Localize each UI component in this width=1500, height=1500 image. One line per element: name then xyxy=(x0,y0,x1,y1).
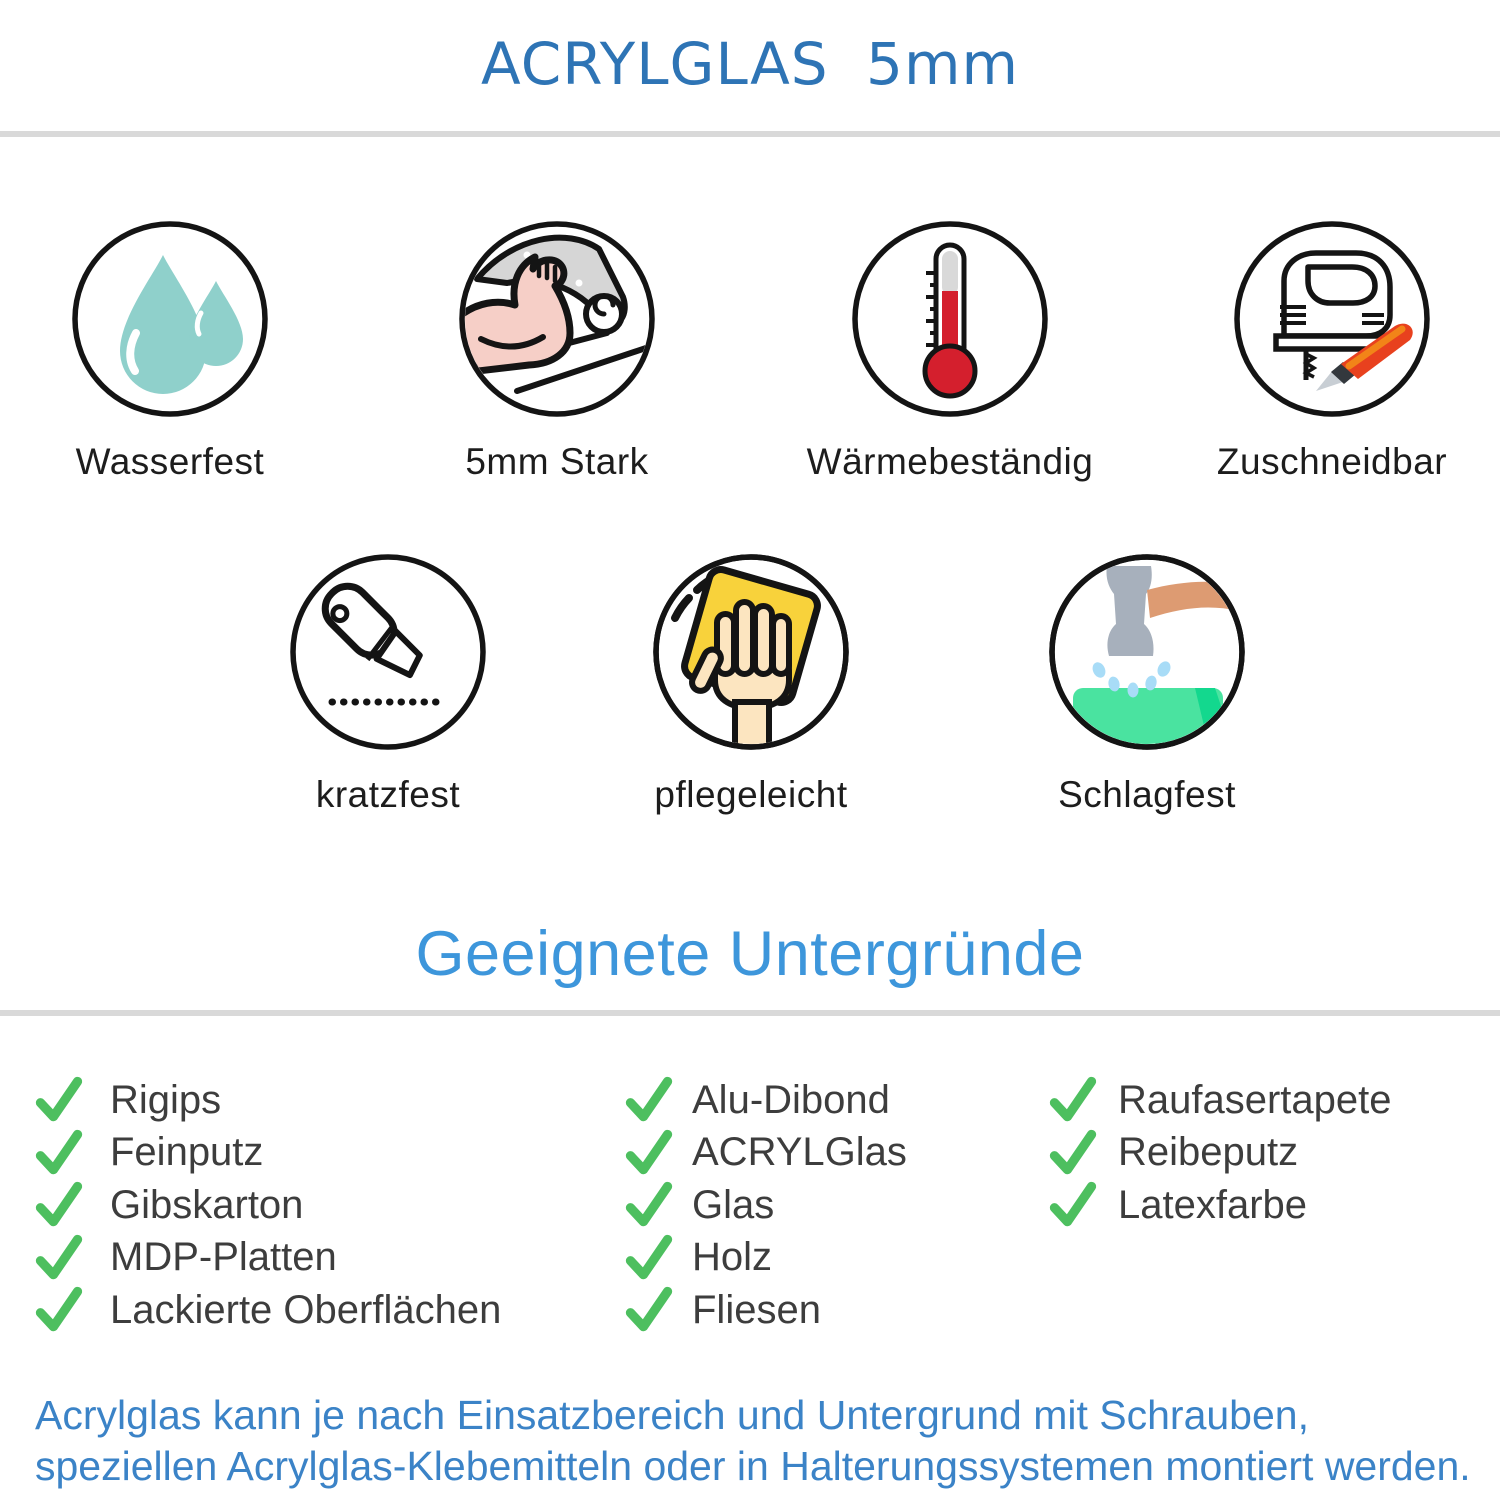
feature-heat-resistant xyxy=(800,219,1100,483)
feature-label: 5mm Stark xyxy=(465,441,649,482)
feature-impact-resistant xyxy=(997,552,1297,816)
check-icon xyxy=(1046,1075,1100,1125)
list-item-label: Feinputz xyxy=(110,1130,264,1175)
list-item xyxy=(622,1232,907,1285)
feature-label: pflegeleicht xyxy=(654,774,848,815)
list-item-label: Alu-Dibond xyxy=(692,1077,890,1122)
wiping-hand-icon xyxy=(651,552,851,752)
mounting-note-line-2: speziellen Acrylglas-Klebemitteln oder in Halterungssystemen montiert werden. xyxy=(35,1443,1471,1489)
jigsaw-cutter-icon xyxy=(1232,219,1432,419)
feature-label: Zuschneidbar xyxy=(1216,441,1448,482)
substrates-title: Geeignete Untergründe xyxy=(415,919,1085,989)
list-item xyxy=(1046,1179,1392,1232)
check-icon xyxy=(32,1180,86,1230)
feature-easy-care xyxy=(601,552,901,816)
list-item-label: Latexfarbe xyxy=(1118,1182,1308,1227)
list-item xyxy=(1046,1127,1392,1180)
list-item xyxy=(622,1127,907,1180)
substrates-column-3 xyxy=(1046,1074,1392,1232)
check-icon xyxy=(1046,1128,1100,1178)
list-item-label: Rigips xyxy=(110,1077,222,1122)
list-item-label: MDP-Platten xyxy=(110,1235,337,1280)
list-item xyxy=(32,1127,501,1180)
list-item-label: ACRYLGlas xyxy=(692,1130,907,1175)
list-item xyxy=(32,1284,501,1337)
check-icon xyxy=(32,1075,86,1125)
feature-label: Schlagfest xyxy=(1058,774,1236,815)
feature-waterproof xyxy=(20,219,320,483)
list-item-label: Fliesen xyxy=(692,1287,821,1332)
list-item-label: Holz xyxy=(692,1235,773,1280)
feature-thickness xyxy=(407,219,707,483)
list-item xyxy=(32,1179,501,1232)
page-title: ACRYLGLAS 5mm xyxy=(481,30,1019,98)
feature-label: Wärmebeständig xyxy=(806,441,1094,482)
list-item xyxy=(32,1232,501,1285)
list-item xyxy=(32,1074,501,1127)
check-icon xyxy=(622,1233,676,1283)
flexed-arm-roll-icon xyxy=(457,219,657,419)
substrates-column-2 xyxy=(622,1074,907,1337)
thermometer-icon xyxy=(850,219,1050,419)
check-icon xyxy=(1046,1180,1100,1230)
list-item xyxy=(622,1179,907,1232)
mounting-note xyxy=(35,1390,1485,1492)
check-icon xyxy=(622,1075,676,1125)
check-icon xyxy=(32,1233,86,1283)
list-item-label: Lackierte Oberflächen xyxy=(110,1287,502,1332)
water-drops-icon xyxy=(70,219,270,419)
feature-label: kratzfest xyxy=(315,774,461,815)
list-item xyxy=(622,1284,907,1337)
list-item xyxy=(1046,1074,1392,1127)
check-icon xyxy=(622,1128,676,1178)
feature-label: Wasserfest xyxy=(75,441,265,482)
list-item-label: Gibskarton xyxy=(110,1182,304,1227)
feature-cuttable xyxy=(1182,219,1482,483)
substrates-column-1 xyxy=(32,1074,501,1337)
feature-scratchproof xyxy=(238,552,538,816)
list-item xyxy=(622,1074,907,1127)
check-icon xyxy=(32,1285,86,1335)
check-icon xyxy=(622,1285,676,1335)
check-icon xyxy=(32,1128,86,1178)
divider-middle xyxy=(0,1010,1500,1016)
mounting-note-line-1: Acrylglas kann je nach Einsatzbereich und Untergrund mit Schrauben, xyxy=(35,1392,1309,1438)
list-item-label: Reibeputz xyxy=(1118,1130,1299,1175)
list-item-label: Glas xyxy=(692,1182,775,1227)
divider-top xyxy=(0,131,1500,137)
utility-knife-icon xyxy=(288,552,488,752)
check-icon xyxy=(622,1180,676,1230)
hammer-impact-icon xyxy=(1047,552,1247,752)
list-item-label: Raufasertapete xyxy=(1118,1077,1392,1122)
